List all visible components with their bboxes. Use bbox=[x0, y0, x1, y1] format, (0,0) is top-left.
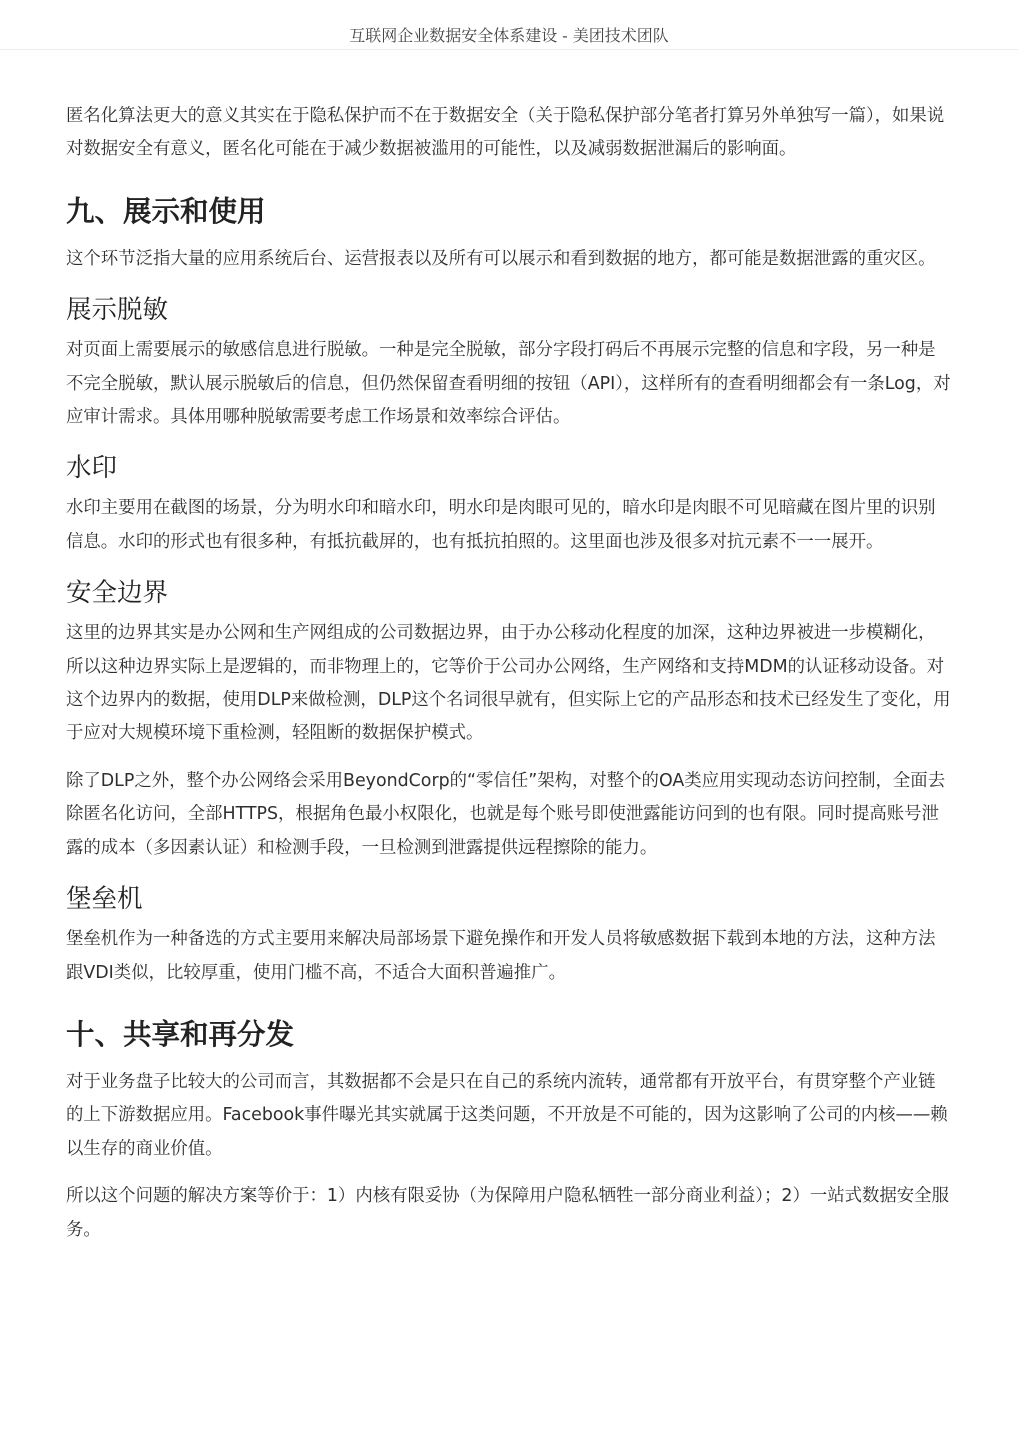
section-9-heading: 九、展示和使用 bbox=[66, 194, 266, 228]
subsection-display-masking-paragraph: 对页面上需要展示的敏感信息进行脱敏。一种是完全脱敏，部分字段打码后不再展示完整的信息和字段，另一种是不完全脱敏，默认展示脱敏后的信息，但仍然保留查看明细的按钮（API），这样所有的查看明细都会有一条Log，对应审计需求。具体用哪种脱敏需要考虑工作场景和效率综合评估。 bbox=[66, 340, 951, 428]
section-10-paragraph-2: 所以这个问题的解决方案等价于：1）内核有限妥协（为保障用户隐私牺牲一部分商业利益）；2）一站式数据安全服务。 bbox=[66, 1186, 949, 1240]
page-header bbox=[0, 0, 1018, 50]
section-10-paragraph-1: 对于业务盘子比较大的公司而言，其数据都不会是只在自己的系统内流转，通常都有开放平台，有贯穿整个产业链的上下游数据应用。Facebook事件曝光其实就属于这类问题，不开放是不可能的，因为这影响了公司的内核——赖以生存的商业价值。 bbox=[66, 1071, 948, 1159]
subsection-display-masking-heading: 展示脱敏 bbox=[66, 295, 169, 326]
subsection-security-boundary-paragraph-1: 这里的边界其实是办公网和生产网组成的公司数据边界，由于办公移动化程度的加深，这种边界被进一步模糊化，所以这种边界实际上是逻辑的，而非物理上的，它等价于公司办公网络，生产网络和支持MDM的认证移动设备。对这个边界内的数据，使用DLP来做检测，DLP这个名词很早就有，但实际上它的产品形态和技术已经发生了变化，用于应对大规模环境下重检测，轻阻断的数据保护模式。 bbox=[66, 623, 951, 744]
document-title: 互联网企业数据安全体系建设 - 美团技术团队 bbox=[349, 26, 669, 45]
section-10-heading: 十、共享和再分发 bbox=[66, 1017, 295, 1051]
subsection-security-boundary-heading: 安全边界 bbox=[66, 578, 169, 609]
subsection-watermark-paragraph: 水印主要用在截图的场景，分为明水印和暗水印，明水印是肉眼可见的，暗水印是肉眼不可见暗藏在图片里的识别信息。水印的形式也有很多种，有抵抗截屏的，也有抵抗拍照的。这里面也涉及很多对抗元素不一一展开。 bbox=[66, 498, 936, 552]
intro-paragraph: 匿名化算法更大的意义其实在于隐私保护而不在于数据安全（关于隐私保护部分笔者打算另外单独写一篇），如果说对数据安全有意义，匿名化可能在于减少数据被滥用的可能性，以及减弱数据泄漏后的影响面。 bbox=[66, 106, 945, 160]
subsection-bastion-host-paragraph: 堡垒机作为一种备选的方式主要用来解决局部场景下避免操作和开发人员将敏感数据下载到本地的方法，这种方法跟VDI类似，比较厚重，使用门槛不高，不适合大面积普遍推广。 bbox=[66, 929, 936, 983]
subsection-bastion-host-heading: 堡垒机 bbox=[66, 884, 143, 915]
subsection-watermark-heading: 水印 bbox=[66, 453, 118, 484]
article-body bbox=[66, 100, 952, 1261]
subsection-security-boundary-paragraph-2: 除了DLP之外，整个办公网络会采用BeyondCorp的“零信任”架构，对整个的OA类应用实现动态访问控制，全面去除匿名化访问，全部HTTPS，根据角色最小权限化，也就是每个账号即使泄露能访问到的也有限。同时提高账号泄露的成本（多因素认证）和检测手段，一旦检测到泄露提供远程擦除的能力。 bbox=[66, 770, 946, 858]
section-9-paragraph: 这个环节泛指大量的应用系统后台、运营报表以及所有可以展示和看到数据的地方，都可能是数据泄露的重灾区。 bbox=[66, 248, 936, 269]
